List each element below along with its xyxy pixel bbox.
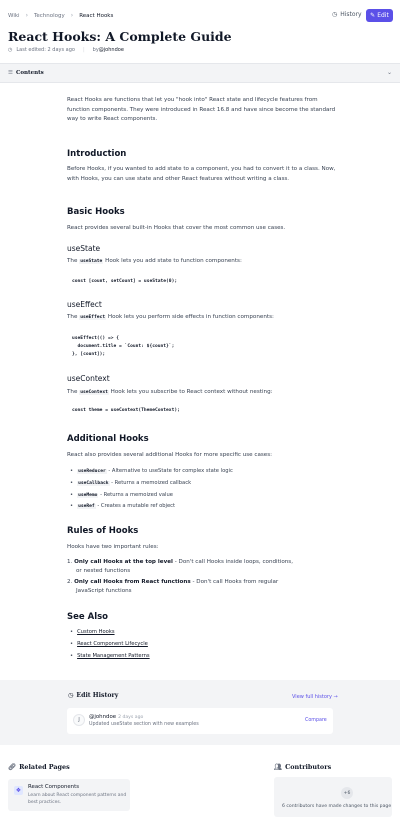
intro-paragraph: React Hooks are functions that let you "hook into" React state and lifecycle features from function components. They were introduced in React 16.8 and have since become the standard way to write React components. (67, 97, 336, 123)
usestate-pre: The (67, 258, 78, 264)
history-label: History (340, 11, 362, 18)
related-page-desc: Learn about React component patterns and best practices. (28, 793, 127, 805)
see-also-link[interactable]: State Management Patterns (77, 653, 150, 659)
related-page-name: React Components (28, 784, 80, 790)
users-icon: 👥︎ (274, 763, 283, 771)
usecontext-post: Hook lets you subscribe to React context without nesting: (110, 389, 273, 395)
inline-code: useCallback (78, 481, 109, 486)
additional-hooks-paragraph: React also provides several additional Hooks for more specific use cases: (67, 452, 273, 458)
introduction-paragraph: Before Hooks, if you wanted to add state to a component, you had to convert it to a class. Now, with Hooks, you can use state and other React features without writing a class. (67, 166, 336, 182)
heading-see-also: See Also (67, 612, 109, 622)
table-of-contents-toggle[interactable] (0, 63, 400, 83)
list-item-text: - Returns a memoized value (100, 492, 173, 498)
by-prefix: by (92, 47, 99, 53)
edit-button[interactable] (366, 9, 393, 22)
page-title: React Hooks: A Complete Guide (8, 29, 232, 44)
chevron-right-icon: › (70, 12, 74, 19)
list-item (70, 492, 173, 498)
list-item-text: - Creates a mutable ref object (97, 503, 176, 509)
inline-code: useContext (80, 390, 108, 395)
rule-item-1-cont: or nested functions (76, 568, 131, 574)
rule-number: 2. (67, 579, 73, 585)
heading-usecontext: useContext (67, 374, 110, 383)
related-pages-heading: Related Pages (19, 763, 70, 771)
contributors-text: 6 contributors have made changes to this page (282, 804, 392, 809)
list-item (70, 468, 233, 474)
see-also-item (70, 641, 148, 647)
edit-entry-username[interactable]: @johndoe (89, 714, 117, 720)
usecontext-pre: The (67, 389, 78, 395)
usestate-post: Hook lets you add state to function components: (105, 258, 242, 264)
rule-bold: Only call Hooks from React functions (74, 579, 191, 585)
list-item (70, 503, 175, 509)
heading-additional-hooks: Additional Hooks (67, 434, 149, 444)
rule-number: 1. (67, 559, 73, 565)
heading-basic-hooks: Basic Hooks (67, 207, 125, 217)
compare-link[interactable]: Compare (305, 718, 327, 723)
breadcrumb-technology[interactable]: Technology (33, 12, 65, 19)
breadcrumb (8, 12, 113, 19)
code-block-usecontext: const theme = useContext(ThemeContext); (72, 408, 180, 413)
inline-code: useReducer (78, 469, 106, 474)
history-icon: ◷ (68, 692, 74, 699)
contents-label: Contents (16, 70, 44, 76)
edit-entry-user (89, 714, 143, 720)
contributors-count-badge[interactable]: +6 (341, 787, 353, 799)
chevron-right-icon: › (25, 12, 28, 19)
avatar: J (73, 714, 85, 726)
usecontext-description (67, 388, 337, 398)
clock-icon: ◷ (8, 47, 13, 53)
heading-rules-of-hooks: Rules of Hooks (67, 526, 139, 536)
list-item-text: - Returns a memoized callback (111, 480, 192, 486)
useeffect-description (67, 313, 337, 323)
component-icon: ❖ (15, 787, 22, 794)
basic-hooks-paragraph: React provides several built-in Hooks that cover the most common use cases. (67, 225, 286, 231)
meta-divider: | (82, 47, 85, 53)
link-icon: 🔗︎ (8, 763, 17, 771)
list-item-text: - Alternative to useState for complex state logic (108, 468, 233, 474)
inline-code: useRef (78, 504, 95, 509)
history-icon: ◷ (332, 11, 338, 18)
heading-introduction: Introduction (67, 149, 127, 159)
top-bar (0, 0, 400, 32)
see-also-item (70, 629, 115, 635)
edit-history-title (68, 692, 118, 699)
code-block-usestate: const [count, setCount] = useState(0); (72, 279, 178, 284)
chevron-down-icon: ⌄ (386, 69, 392, 76)
list-item (70, 480, 191, 486)
related-pages-title (8, 763, 70, 771)
history-button[interactable] (332, 11, 362, 18)
edit-history-entry (67, 708, 333, 734)
heading-useeffect: useEffect (67, 300, 102, 309)
rules-paragraph: Hooks have two important rules: (67, 544, 159, 550)
related-page-card[interactable] (8, 779, 130, 811)
edit-label: Edit (377, 12, 389, 19)
contributors-card (274, 777, 392, 817)
pencil-icon: ✎ (370, 12, 376, 19)
rule-text: - Don't call Hooks from regular (190, 579, 279, 585)
inline-code: useMemo (78, 493, 98, 498)
useeffect-pre: The (67, 314, 78, 320)
see-also-item (70, 653, 150, 659)
contributors-heading: Contributors (285, 763, 332, 771)
breadcrumb-wiki[interactable]: Wiki (8, 12, 20, 19)
breadcrumb-current: React Hooks (79, 12, 114, 19)
inline-code: useEffect (80, 315, 106, 320)
list-icon: ☰ (8, 70, 13, 76)
view-full-history-link[interactable]: View full history → (292, 694, 338, 700)
see-also-link[interactable]: React Component Lifecycle (77, 641, 148, 647)
inline-code: useState (80, 259, 103, 264)
page-meta (8, 47, 124, 53)
usestate-description (67, 257, 337, 267)
edit-history-heading: Edit History (76, 692, 119, 699)
author-link[interactable]: @johndoe (98, 47, 124, 53)
see-also-link[interactable]: Custom Hooks (77, 629, 115, 635)
edit-entry-time: 2 days ago (118, 715, 144, 720)
rule-item-2-cont: JavaScript functions (76, 588, 132, 594)
heading-usestate: useState (67, 244, 101, 253)
code-block-useeffect: useEffect(() => { document.title = `Count: ${count}`; }, [count]); (72, 336, 175, 357)
contributors-title (274, 763, 331, 771)
last-edited: Last edited: 2 days ago (16, 47, 75, 53)
rule-bold: Only call Hooks at the top level (74, 559, 173, 565)
useeffect-post: Hook lets you perform side effects in function components: (107, 314, 274, 320)
rule-text: - Don't call Hooks inside loops, conditions, (172, 559, 293, 565)
edit-entry-summary: Updated useState section with new examples (89, 722, 199, 727)
